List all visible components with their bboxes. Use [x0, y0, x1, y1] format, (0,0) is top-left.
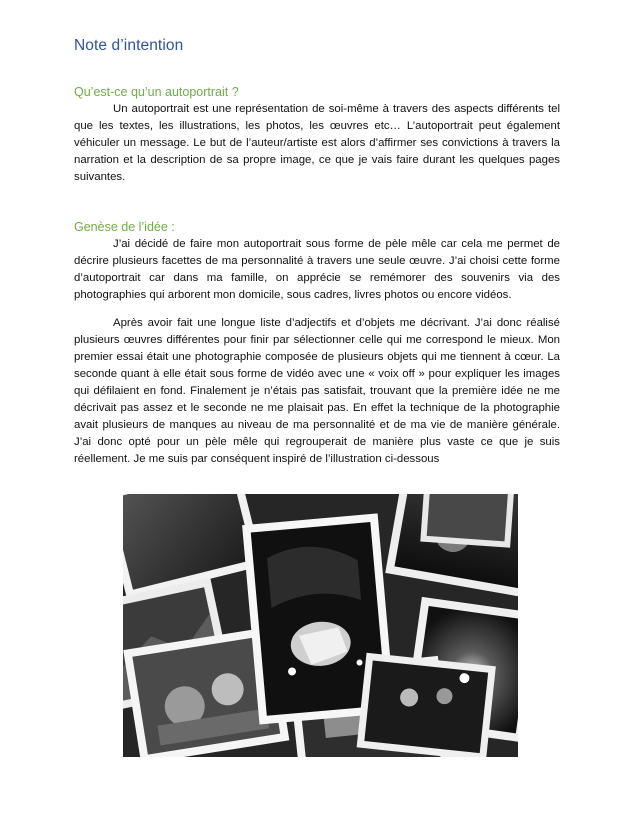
photo-collage-icon	[123, 494, 518, 757]
section-heading-autoportrait: Qu’est-ce qu’un autoportrait ?	[74, 85, 239, 99]
paragraph-genese-2: Après avoir fait une longue liste d’adjectifs et d’objets me décrivant. J’ai donc réalisé plusieurs œuvres différentes pour finir par sélectionner celle qui me correspond le mieux. Mon premier essai était une photographie composée de plusieurs objets qui me tiennent à cœur. La seconde quant à elle était sous forme de vidéo avec une « voix off » pour expliquer les images qui défilaient en fond. Finalement je n’étais pas satisfait, trouvant que la première idée ne me décrivait pas assez et le seconde ne me plaisait pas. En effet la technique de la photographie avait plusieurs de manques au niveau de ma personnalité et de ma vie de manière générale. J’ai donc opté pour un pèle mêle qui regrouperait de manière plus vaste ce que je suis réellement. Je me suis par conséquent inspiré de l’illustration ci-dessous	[74, 317, 560, 465]
paragraph-genese-1: J’ai décidé de faire mon autoportrait sous forme de pèle mêle car cela me permet de décrire plusieurs facettes de ma personnalité à travers une seule œuvre. J’ai choisi cette forme d’autoportrait car dans ma famille, on apprécie se remémorer des souvenirs via des photographies qui arborent mon domicile, sous cadres, livres photos ou encore vidéos.	[74, 238, 560, 301]
paragraph-autoportrait-definition: Un autoportrait est une représentation de soi-même à travers des aspects différents tel que les textes, les illustrations, les photos, les œuvres etc… L’autoportrait peut également véhiculer un message. Le but de l’auteur/artiste est alors d’affirmer ses convictions à travers la narration et la description de sa propre image, ce que je vais faire durant les quelques pages suivantes.	[74, 103, 560, 183]
photo-collage-image	[123, 494, 518, 757]
page-title: Note d’intention	[74, 37, 184, 54]
section-heading-genese: Genèse de l’idée :	[74, 220, 175, 234]
